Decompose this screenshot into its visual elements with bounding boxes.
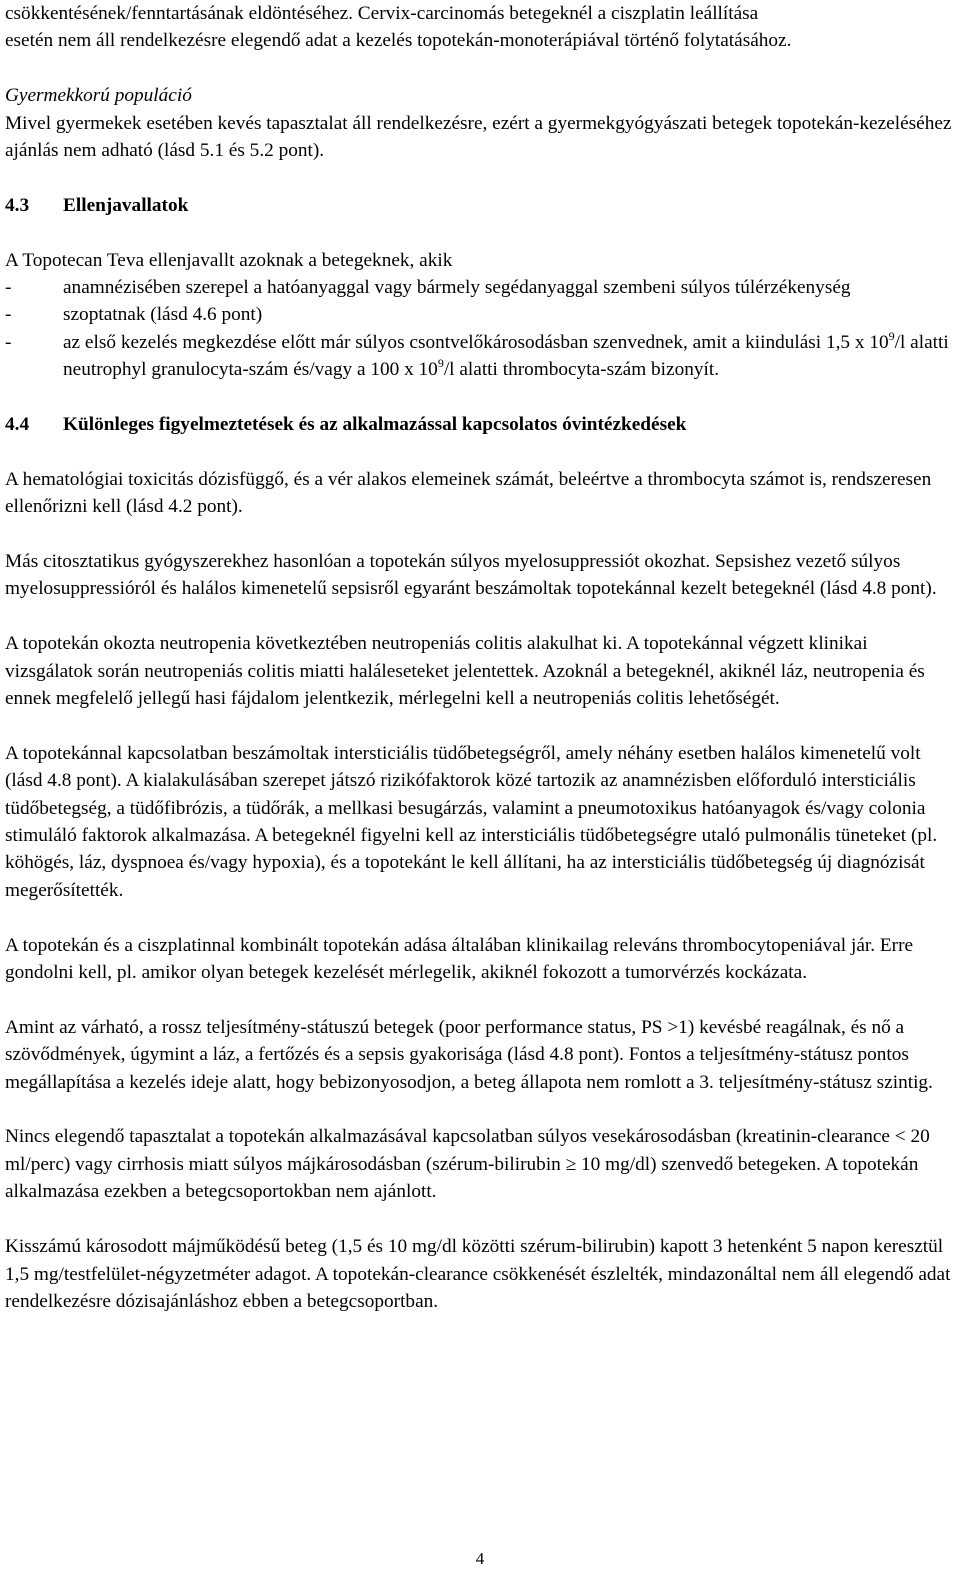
superscript-exponent: 9	[888, 328, 895, 343]
list-dash: -	[5, 331, 12, 353]
warning-paragraph: A hematológiai toxicitás dózisfüggő, és a vér alakos elemeinek számát, beleértve a thrombocyta számot is, rendszeresen ellenőrizni kell (lásd 4.2 pont).	[5, 468, 932, 518]
warning-paragraph: Nincs elegendő tapasztalat a topotekán alkalmazásával kapcsolatban súlyos vesekárosodásban (kreatinin-clearance < 20 ml/perc) vagy cirrhosis miatt súlyos májkárosodásban (szérum-bilirubin ≥ 10 mg/dl) szenvedő betegeken. A topotekán alkalmazása ezekben a betegcsoportokban nem ajánlott.	[5, 1126, 930, 1203]
contraindication-item-text: anamnézisében szerepel a hatóanyaggal vagy bármely segédanyaggal szembeni súlyos túlérzékenység	[63, 277, 851, 299]
page-number: 4	[475, 1549, 485, 1568]
section-4-4-number: 4.4	[5, 414, 30, 436]
warning-paragraph: Más citosztatikus gyógyszerekhez hasonlóan a topotekán súlyos myelosuppressiót okozhat. Sepsishez vezető súlyos myelosuppressióról és halálos kimenetelű sepsisről egyaránt beszámoltak topotekánnal kezelt betegeknél (lásd 4.8 pont).	[5, 551, 937, 600]
pediatric-paragraph: Mivel gyermekek esetében kevés tapasztalat áll rendelkezésre, ezért a gyermekgyógyászati betegek topotekán-kezeléséhez ajánlás nem adható (lásd 5.1 és 5.2 pont).	[5, 112, 952, 162]
section-4-4-title: Különleges figyelmeztetések és az alkalmazással kapcsolatos óvintézkedések	[63, 414, 687, 436]
warning-paragraph: A topotekán és a ciszplatinnal kombinált topotekán adása általában klinikailag releváns thrombocytopeniával jár. Erre gondolni kell, pl. amikor olyan betegek kezelését mérlegelik, akiknél fokozott a tumorvérzés kockázata.	[5, 934, 914, 984]
warning-paragraph: A topotekánnal kapcsolatban beszámoltak intersticiális tüdőbetegségről, amely néhány esetben halálos kimenetelű volt (lásd 4.8 pont). A kialakulásában szerepet játszó rizikófaktorok közé tartozik az anamnézisben előforduló intersticiális tüdőbetegség, a tüdőfibrózis, a tüdőrák, a mellkasi besugárzás, valamint a pneumotoxikus hatóanyagok és/vagy colonia stimuláló faktorok alkalmazása. A betegeknél figyelni kell az intersticiális tüdőbetegségre utaló pulmonális tüneteket (pl. köhögés, láz, dyspnoea és/vagy hypoxia), és a topotekánt le kell állítani, ha az intersticiális tüdőbetegség új diagnózisát megerősítették.	[5, 742, 938, 901]
intro-line-2: esetén nem áll rendelkezésre elegendő adat a kezelés topotekán-monoterápiával történő folytatásához.	[5, 30, 792, 52]
contraindication-item-text	[63, 329, 955, 384]
list-dash: -	[5, 304, 12, 326]
section-4-3-heading	[5, 192, 955, 219]
section-4-4-heading	[5, 411, 955, 438]
list-dash: -	[5, 277, 12, 299]
pediatric-subheading: Gyermekkorú populáció	[5, 85, 192, 107]
warning-paragraph: A topotekán okozta neutropenia következtében neutropeniás colitis alakulhat ki. A topotekánnal végzett klinikai vizsgálatok során neutropeniás colitis miatti haláleseteket jelentettek. Azoknál a betegeknél, akiknél láz, neutropenia és ennek megfelelő jellegű hasi fájdalom jelentkezik, mérlegelni kell a neutropeniás colitis lehetőségét.	[5, 633, 925, 710]
section-4-3-number: 4.3	[5, 194, 30, 216]
contraindication-item	[5, 301, 955, 328]
document-page	[5, 0, 955, 1315]
warning-paragraph: Kisszámú károsodott májműködésű beteg (1,5 és 10 mg/dl közötti szérum-bilirubin) kapott 3 hetenként 5 napon keresztül 1,5 mg/testfelület-négyzetméter adagot. A topotekán-clearance csökkenését észlelték, mindazonáltal nem áll elegendő adat rendelkezésre dózisajánláshoz ebben a betegcsoportban.	[5, 1236, 951, 1312]
section-4-3-title: Ellenjavallatok	[63, 194, 189, 216]
superscript-exponent: 9	[437, 356, 444, 371]
warning-paragraph: Amint az várható, a rossz teljesítmény-státuszú betegek (poor performance status, PS >1) kevésbé reagálnak, és nő a szövődmények, úgymint a láz, a fertőzés és a sepsis gyakorisága (lásd 4.8 pont). Fontos a teljesítmény-státusz pontos megállapítása a kezelés ideje alatt, hogy bebizonyosodjon, a beteg állapota nem romlott a 3. teljesítmény-státusz szintig.	[5, 1016, 933, 1093]
intro-line-1: csökkentésének/fenntartásának eldöntéséhez. Cervix-carcinomás betegeknél a ciszplatin leállítása	[5, 3, 759, 24]
contraindication-item-text: szoptatnak (lásd 4.6 pont)	[63, 304, 263, 326]
item3-part-b: /l alatti neutrophyl granulocyta-szám és/vagy a 100 x 10	[63, 331, 949, 381]
contraindication-item	[5, 274, 955, 301]
item3-part-c: /l alatti thrombocyta-szám bizonyít.	[443, 359, 720, 381]
contraindication-item	[5, 329, 955, 384]
item3-part-a: az első kezelés megkezdése előtt már súlyos csontvelőkárosodásban szenvednek, amit a kiindulási 1,5 x 10	[63, 331, 889, 353]
contraindication-lead: A Topotecan Teva ellenjavallt azoknak a betegeknek, akik	[5, 249, 453, 271]
